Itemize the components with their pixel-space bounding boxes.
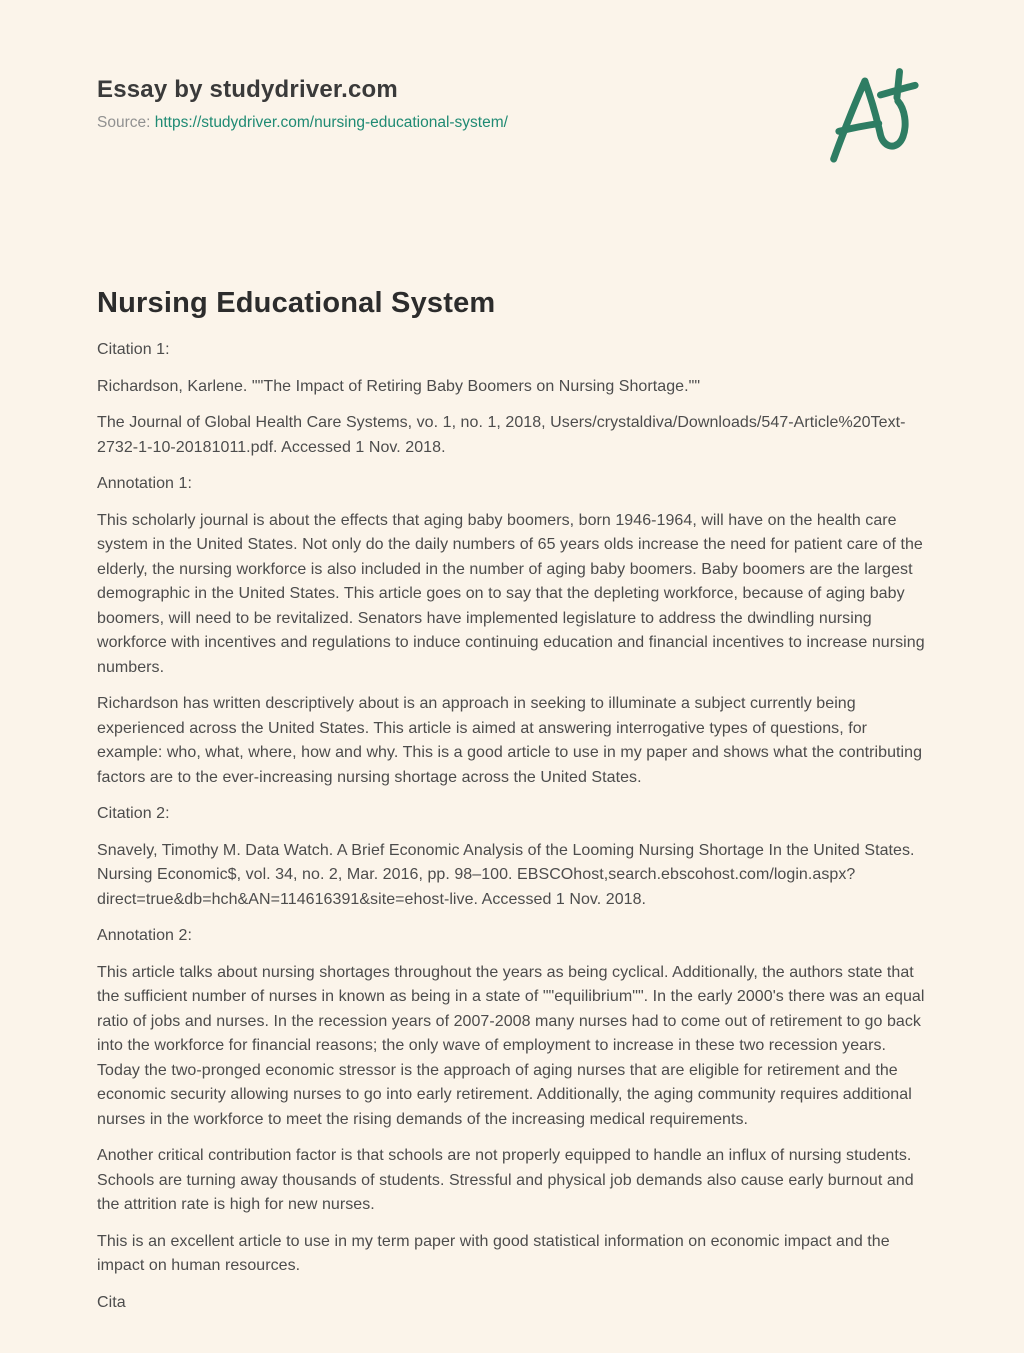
page-header [97,76,930,171]
annotation-2-label: Annotation 2: [97,927,192,944]
essay-title: Nursing Educational System [97,287,496,319]
citation-2-label: Citation 2: [97,805,170,822]
site-title: Essay by studydriver.com [97,76,398,103]
annotation-1-para-2: Richardson has written descriptively about is an approach in seeking to illuminate a subject currently being experienced across the United States. This article is aimed at answering interrogative types of questions, for example: who, what, where, how and why. This is a good article to use in my paper and shows what the contributing factors are to the ever-increasing nursing shortage across the United States. [97,695,923,786]
annotation-2-para-3: This is an excellent article to use in my term paper with good statistical information on economic impact and the impact on human resources. [97,1232,890,1274]
citation-2-source: Snavely, Timothy M. Data Watch. A Brief Economic Analysis of the Looming Nursing Shortage In the United States. Nursing Economic$, vol. 34, no. 2, Mar. 2016, pp. 98–100. EBSCOhost,search.ebscohost.com/login.aspx?direct=true&db=hch&AN=114616391&site=ehost-live. Accessed 1 Nov. 2018. [97,841,915,908]
annotation-2-para-2: Another critical contribution factor is that schools are not properly equipped to handle an influx of nursing students. Schools are turning away thousands of students. Stressful and physical job demands also cause early burnout and the attrition rate is high for new nurses. [97,1147,914,1213]
annotation-1-para-1: This scholarly journal is about the effects that aging baby boomers, born 1946-1964, will have on the health care system in the United States. Not only do the daily numbers of 65 years olds increase the need for patient care of the elderly, the nursing workforce is also included in the number of aging baby boomers. Baby boomers are the largest demographic in the United States. This article goes on to say that the depleting workforce, because of aging baby boomers, will need to be revitalized. Senators have implemented legislature to address the dwindling nursing workforce with incentives and regulations to induce continuing education and financial incentives to increase nursing numbers. [97,511,925,676]
source-url-link[interactable]: https://studydriver.com/nursing-educational-system/ [154,114,508,131]
source-line [97,114,508,132]
annotation-2-para-1: This article talks about nursing shortages throughout the years as being cyclical. Additionally, the authors state that the sufficient number of nurses in known as being in a state of ""equilibrium"". In the early 2000's there was an equal ratio of jobs and nurses. In the recession years of 2007-2008 many nurses had to come out of retirement to go back into the workforce for financial reasons; the only wave of employment to increase in these two recession years. Today the two-pronged economic stressor is the approach of aging nurses that are eligible for retirement and the economic security allowing nurses to go into early retirement. Additionally, the aging community requires additional nurses in the workforce to meet the rising demands of the increasing medical requirements. [97,963,925,1128]
citation-1-author: Richardson, Karlene. ""The Impact of Retiring Baby Boomers on Nursing Shortage."" [97,377,701,395]
citation-1-label: Citation 1: [97,341,170,358]
annotation-1-label: Annotation 1: [97,475,192,492]
a-plus-logo-icon [824,62,930,171]
source-label: Source: [97,114,151,131]
citation-1-source: The Journal of Global Health Care Systems, vo. 1, no. 1, 2018, Users/crystaldiva/Downloads/547-Article%20Text-2732-1-10-20181011.pdf. Accessed 1 Nov. 2018. [97,414,906,456]
header-text-block [97,76,508,132]
citation-3-label-cut: Cita [97,1293,126,1311]
